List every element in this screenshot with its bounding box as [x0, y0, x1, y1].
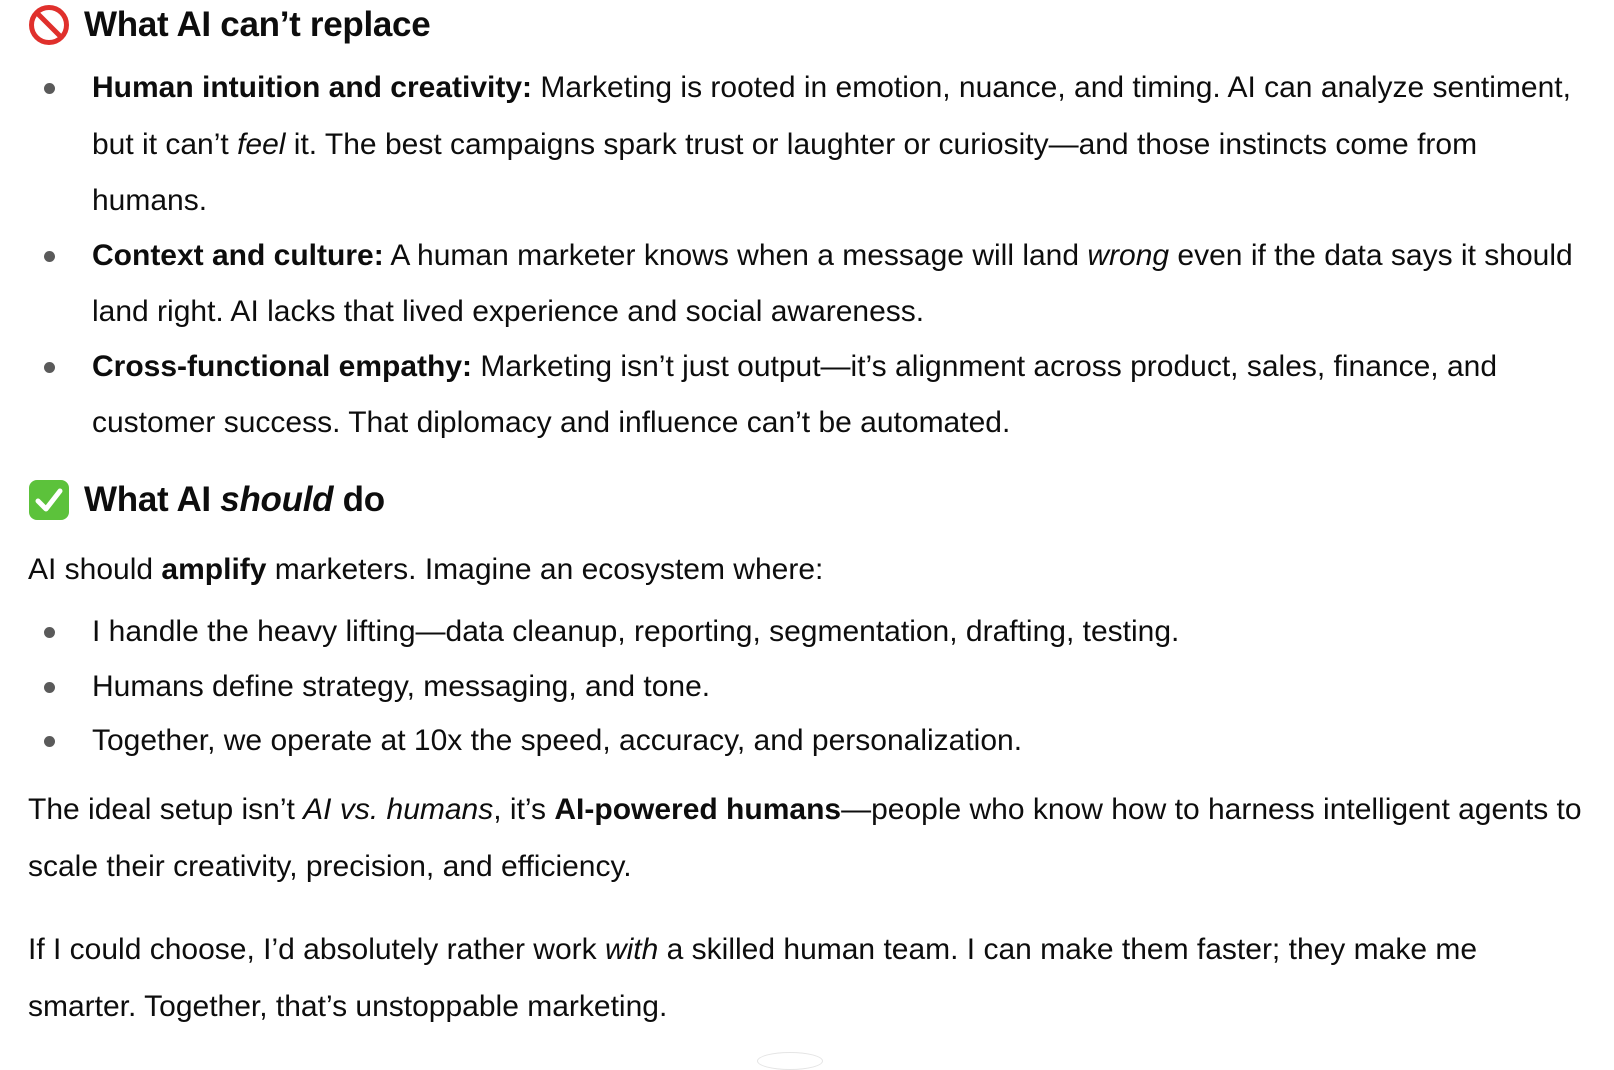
heading-what-ai-cant-replace: [28, 3, 430, 47]
item-emphasis: wrong: [1087, 238, 1170, 272]
item-label: Cross-functional empathy:: [92, 349, 473, 383]
closing-paragraph-1: The ideal setup isn’t AI vs. humans, it’s AI-powered humans—people who know how to harness intelligent agents to scale their creativity, precision, and efficiency.: [28, 793, 1582, 883]
intro-paragraph: AI should amplify marketers. Imagine an ecosystem where:: [28, 553, 824, 586]
bullet-dot: [44, 682, 55, 693]
should-do-list: [0, 604, 1582, 770]
bullet-dot: [44, 627, 55, 638]
item-text: Marketing is rooted in emotion, nuance, and timing. AI can analyze sentiment, but it can’t: [92, 71, 1571, 161]
heading-what-ai-should-do: [28, 478, 385, 522]
item-text: it. The best campaigns spark trust or laughter or curiosity—and those instincts come from humans.: [92, 127, 1478, 217]
closing-paragraph-2: If I could choose, I’d absolutely rather work with a skilled human team. I can make them faster; they make me smarter. Together, that’s unstoppable marketing.: [28, 933, 1478, 1023]
list-item: [0, 339, 1582, 452]
bullet-dot: [44, 83, 55, 94]
list-item: [0, 659, 1582, 716]
list-item: [0, 228, 1582, 341]
scroll-hint: [757, 1052, 823, 1070]
bullet-dot: [44, 362, 55, 373]
bullet-dot: [44, 736, 55, 747]
list-item: [0, 713, 1582, 770]
heading-text: What AI should do: [84, 480, 385, 519]
list-item: [0, 604, 1582, 661]
cant-replace-list: [0, 60, 1582, 452]
item-text: Marketing isn’t just output—it’s alignment across product, sales, finance, and customer success. That diplomacy and influence can’t be automated.: [92, 349, 1498, 439]
item-label: Context and culture:: [92, 238, 384, 272]
item-emphasis: feel: [237, 127, 286, 161]
check-mark-icon: [28, 479, 70, 521]
item-text: even if the data says it should land right. AI lacks that lived experience and social awareness.: [92, 238, 1573, 328]
list-item: [0, 60, 1582, 230]
item-text: I handle the heavy lifting—data cleanup, reporting, segmentation, drafting, testing.: [92, 615, 1180, 648]
item-label: Human intuition and creativity:: [92, 71, 533, 104]
no-entry-icon: [28, 4, 70, 46]
bullet-dot: [44, 251, 55, 262]
item-text: Humans define strategy, messaging, and tone.: [92, 669, 711, 703]
item-text: A human marketer knows when a message will land: [383, 238, 1088, 272]
heading-text: What AI can’t replace: [84, 5, 431, 44]
item-text: Together, we operate at 10x the speed, accuracy, and personalization.: [92, 724, 1023, 757]
